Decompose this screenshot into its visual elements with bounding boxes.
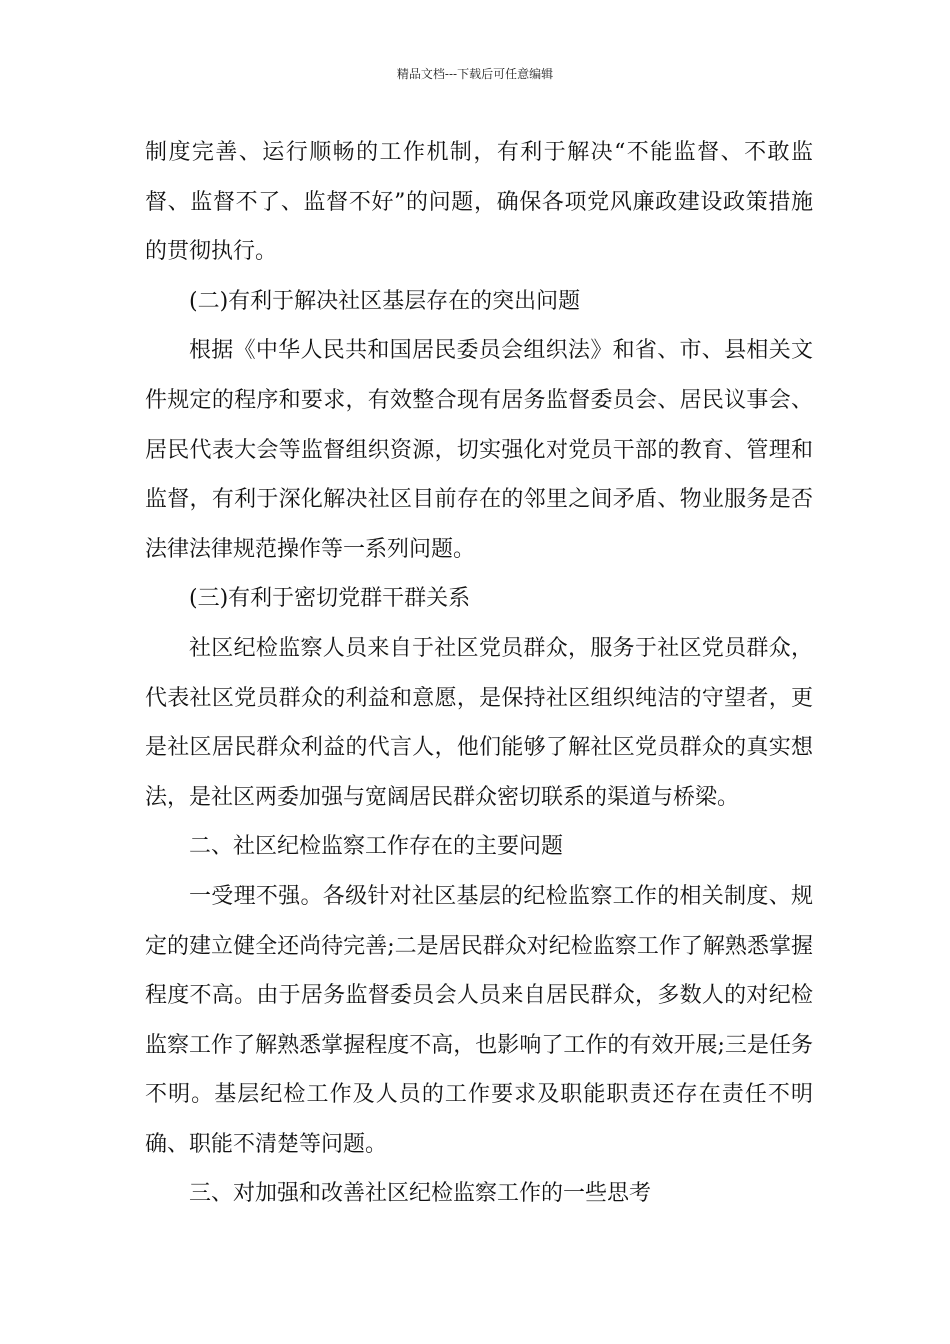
chapter-heading-3: 三、对加强和改善社区纪检监察工作的一些思考 xyxy=(189,1181,652,1207)
document-body xyxy=(145,128,813,1219)
page-header: 精品文档---下载后可任意编辑 xyxy=(396,67,554,81)
paragraph-3: 社区纪检监察人员来自于社区党员群众，服务于社区党员群众，代表社区党员群众的利益和意愿，是保持社区组织纯洁的守望者，更是社区居民群众利益的代言人，他们能够了解社区党员群众的真实想法，是社区两委加强与宽阔居民群众密切联系的渠道与桥梁。 xyxy=(145,635,813,810)
paragraph-2: 根据《中华人民共和国居民委员会组织法》和省、市、县相关文件规定的程序和要求，有效整合现有居务监督委员会、居民议事会、居民代表大会等监督组织资源，切实强化对党员干部的教育、管理和监督，有利于深化解决社区目前存在的邻里之间矛盾、物业服务是否法律法律规范操作等一系列问题。 xyxy=(145,338,813,562)
paragraph-1: 制度完善、运行顺畅的工作机制，有利于解决“不能监督、不敢监督、监督不了、监督不好”的问题，确保各项党风廉政建设政策措施的贯彻执行。 xyxy=(145,140,813,265)
paragraph-4: 一受理不强。各级针对社区基层的纪检监察工作的相关制度、规定的建立健全还尚待完善;二是居民群众对纪检监察工作了解熟悉掌握程度不高。由于居务监督委员会人员来自居民群众，多数人的对纪检监察工作了解熟悉掌握程度不高，也影响了工作的有效开展;三是任务不明。基层纪检工作及人员的工作要求及职能职责还存在责任不明确、职能不清楚等问题。 xyxy=(145,883,813,1157)
chapter-heading-2: 二、社区纪检监察工作存在的主要问题 xyxy=(189,834,564,860)
section-heading-2: (二)有利于解决社区基层存在的突出问题 xyxy=(189,288,581,314)
section-heading-3: (三)有利于密切党群干群关系 xyxy=(189,586,471,612)
